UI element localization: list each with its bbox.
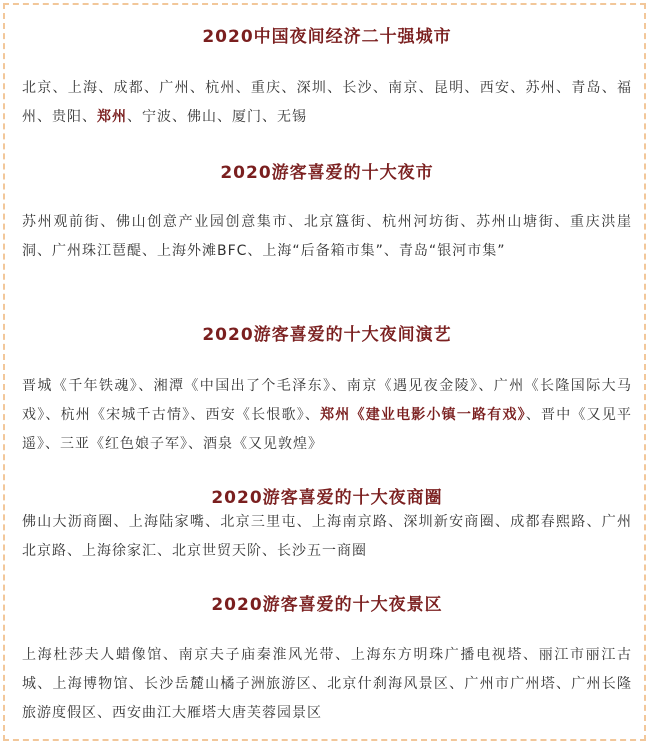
section-body-night-markets	[22, 208, 632, 266]
text-segment: 苏州观前街、佛山创意产业园创意集市、北京簋街、杭州河坊街、苏州山塘街、重庆洪崖洞、广州珠江琶醍、上海外滩BFC、上海“后备箱市集”、青岛“银河市集”	[22, 214, 632, 259]
text-segment: 北京、上海、成都、广州、杭州、重庆、深圳、长沙、南京、昆明、西安、苏州、青岛、福州、贵阳、	[22, 80, 632, 125]
highlight-zhengzhou: 郑州	[97, 109, 127, 125]
text-segment: 上海杜莎夫人蜡像馆、南京夫子庙秦淮风光带、上海东方明珠广播电视塔、丽江市丽江古城、上海博物馆、长沙岳麓山橘子洲旅游区、北京什刹海风景区、广州市广州塔、广州长隆旅游度假区、西安曲江大雁塔大唐芙蓉园景区	[22, 647, 632, 721]
section-body-night-shopping-districts	[22, 508, 632, 566]
text-segment: 佛山大沥商圈、上海陆家嘴、北京三里屯、上海南京路、深圳新安商圈、成都春熙路、广州北京路、上海徐家汇、北京世贸天阶、长沙五一商圈	[22, 514, 632, 559]
highlight-zhengzhou-show: 郑州《建业电影小镇一路有戏》	[320, 407, 526, 423]
section-title-night-scenic-spots: 2020游客喜爱的十大夜景区	[211, 595, 443, 615]
text-segment: 、晋中《又见平遥》、三亚《红色娘子军》、酒泉《又见敦煌》	[22, 407, 633, 452]
text-segment: 晋城《千年铁魂》、湘潭《中国出了个毛泽东》、南京《遇见夜金陵》、广州《长隆国际大马戏》、杭州《宋城千古情》、西安《长恨歌》、	[22, 378, 632, 423]
section-body-night-economy-cities	[22, 74, 632, 132]
section-title-night-markets: 2020游客喜爱的十大夜市	[220, 163, 434, 183]
text-segment: 、宁波、佛山、厦门、无锡	[127, 109, 307, 125]
section-title-night-economy-cities: 2020中国夜间经济二十强城市	[202, 27, 452, 47]
section-body-night-performances	[22, 372, 632, 459]
section-body-night-scenic-spots	[22, 641, 632, 728]
section-title-night-performances: 2020游客喜爱的十大夜间演艺	[202, 325, 452, 345]
section-title-night-shopping-districts: 2020游客喜爱的十大夜商圈	[211, 488, 443, 508]
